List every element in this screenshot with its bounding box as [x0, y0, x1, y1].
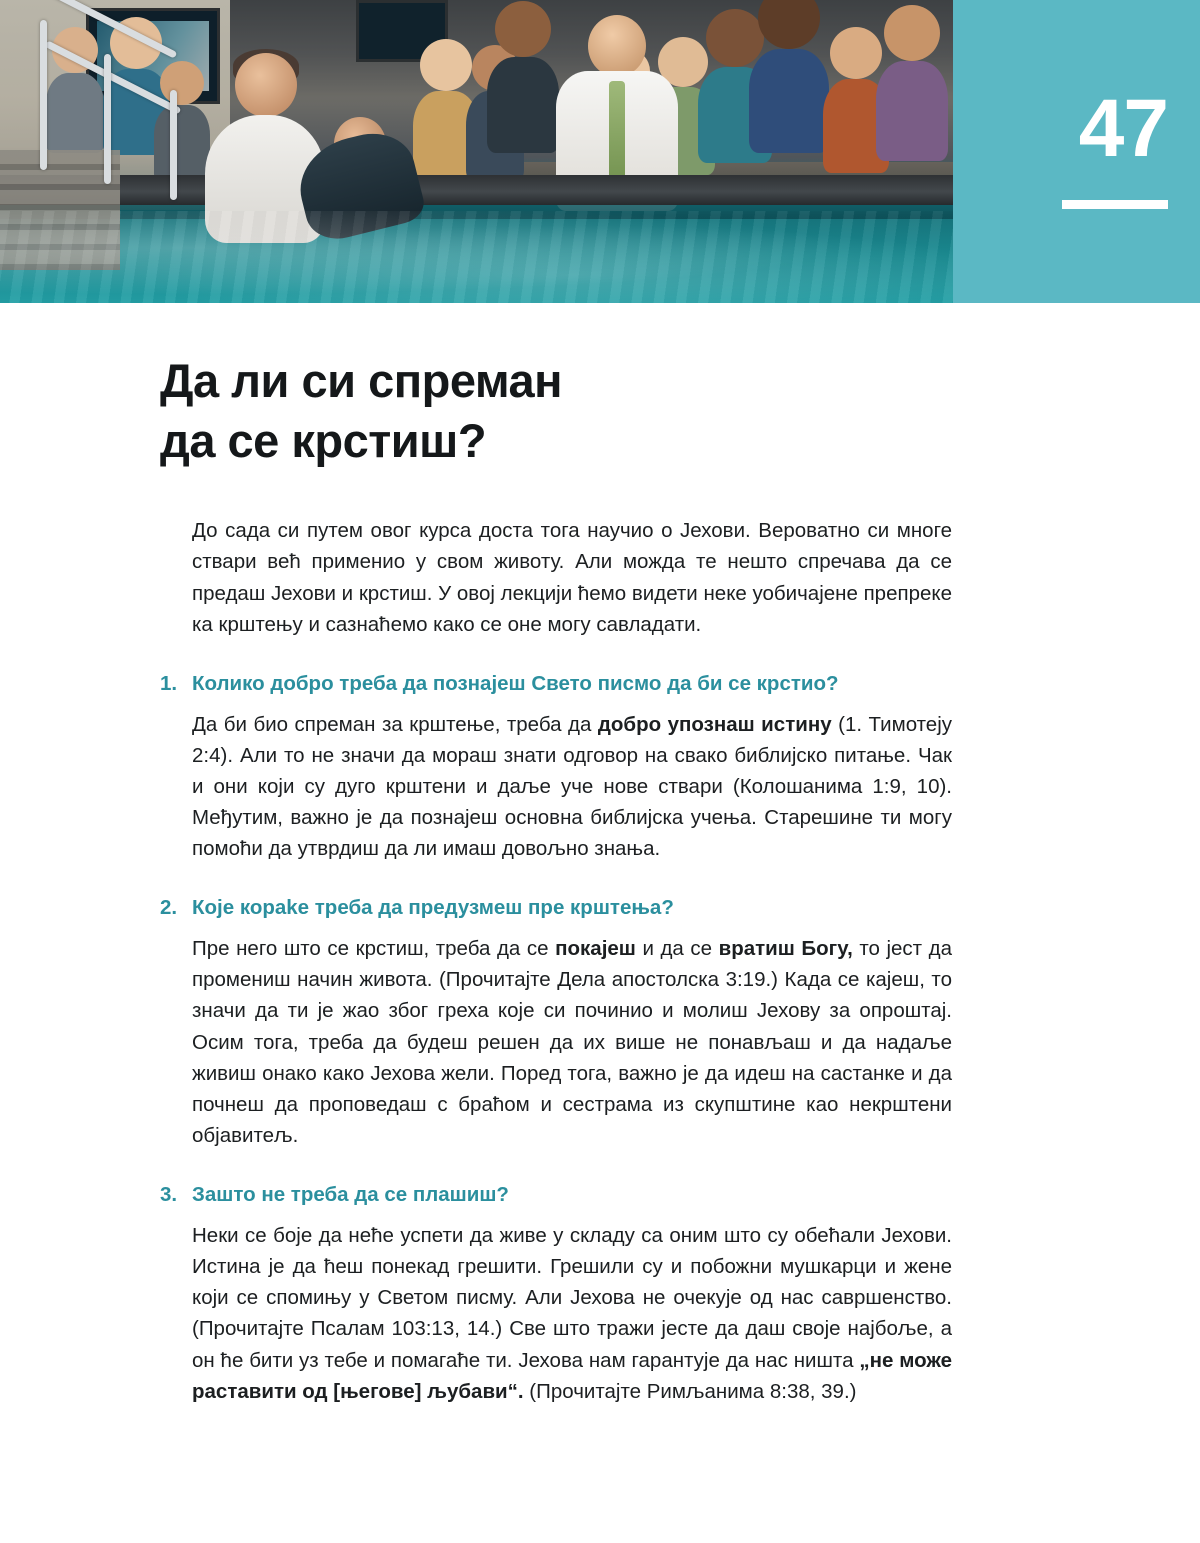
- crowd-person: [830, 27, 882, 173]
- question-number: 3.: [160, 1183, 178, 1207]
- question-block: [0, 670, 1200, 864]
- page-header: [0, 0, 1200, 303]
- answer-emphasis: покајеш: [555, 937, 636, 961]
- answer-text: Да би био спреман за крштење, треба да: [192, 712, 598, 736]
- answer-text: Неки се боје да неће успети да живе у складу са оним што су обећали Јехови. Истина је да ћеш понекад грешити. Грешили су и побожни мушкарци и жене који се спомињу у Светом писму. Али Јехова не очекује од нас савршенство. (Прочитајте Псалам 103:13, 14.) Све што тражи јесте да даш своје најбоље, а он ће бити уз тебе и помагаће ти. Јехова нам гарантује да нас ништа: [192, 1223, 952, 1372]
- question-heading: [160, 670, 952, 699]
- answer-text: то јест да промениш начин живота. (Прочитајте Дела апостолска 3:19.) Када се кајеш, то значи да ти је жао због греха које си починио и молиш Јехову за опроштај. Осим тога, треба да будеш решен да их више не понављаш и да надаље живиш онако како Јехова жели. Поред тога, важно је да идеш на састанке и да почнеш да проповедаш с браћом и сестрама из скупштине као некрштени објавитељ.: [192, 937, 952, 1148]
- question-heading: [160, 894, 952, 923]
- baptism-congregation-photo: [0, 0, 953, 303]
- crowd-person: [758, 0, 820, 153]
- lesson-content: [0, 303, 1200, 1407]
- page-number-block: [953, 0, 1200, 303]
- lesson-title-line-2: да се крстиш?: [160, 414, 487, 468]
- question-number: 1.: [160, 671, 178, 695]
- answer-text: Пре него што се крстиш, треба да се: [192, 937, 556, 961]
- crowd-person: [420, 39, 472, 183]
- page-number: 47: [1078, 83, 1168, 174]
- answer-text: (Прочитајте Римљанима 8:38, 39.): [523, 1379, 857, 1403]
- lesson-intro-paragraph: До сада си путем овог курса доста тога научио о Јехови. Вероватно си многе ствари већ применио у свом животу. Али можда те нешто спречава да се предаш Јехови и крстиш. У овој лекцији ћемо видети неке уобичајене препреке ка крштењу и сазнаћемо како се оне могу савладати.: [192, 519, 952, 636]
- page-number-rule: [1062, 200, 1168, 209]
- crowd-person: [884, 5, 940, 161]
- crowd-person: [495, 1, 551, 153]
- answer-text: и да се: [635, 937, 719, 961]
- answer-paragraph: [192, 709, 952, 865]
- answer-text: (1. Тимотеју 2:4). Али то не значи да мораш знати одговор на свако библијско питање. Чак и они који су дуго крштени и даље уче нове ствари (Колошанима 1:9, 10). Међутим, важно је да познајеш основна библијска учења. Старешине ти могу помоћи да утврдиш да ли имаш довољно знања.: [192, 712, 953, 861]
- page-title: [160, 351, 920, 471]
- question-block: [0, 1181, 1200, 1407]
- answer-emphasis: „не може раставити од [његове] љубави“.: [192, 1348, 953, 1403]
- question-number: 2.: [160, 896, 178, 920]
- lesson-title-line-1: Да ли си спреман: [160, 354, 563, 407]
- question-heading: [160, 1181, 952, 1210]
- question-text: Које корake треба да предузмеш пре крштења?: [192, 896, 674, 920]
- question-text: Зашто не треба да се плашиш?: [192, 1183, 509, 1207]
- answer-paragraph: [192, 933, 952, 1151]
- question-block: [0, 894, 1200, 1151]
- pool-water: [0, 211, 953, 303]
- answer-emphasis: добро упознаш истину: [597, 712, 832, 736]
- answer-paragraph: [192, 1220, 952, 1407]
- question-text: Колико добро треба да познајеш Свето писмо да би се крстио?: [192, 671, 839, 695]
- answer-emphasis: вратиш Богу,: [718, 937, 853, 961]
